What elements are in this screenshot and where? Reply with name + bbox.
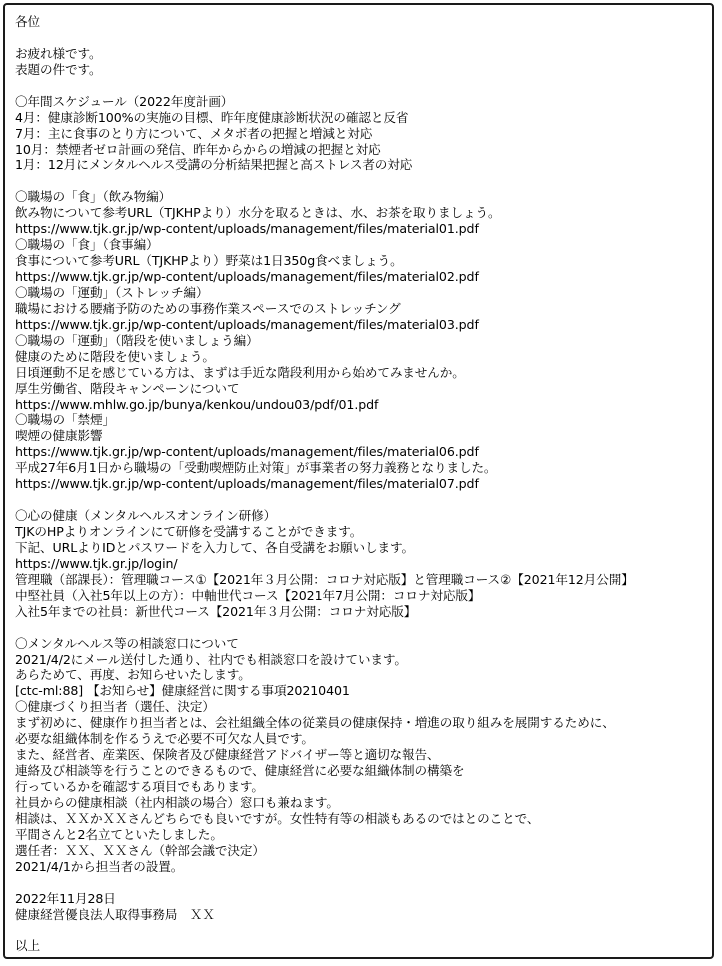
blank-line [15,922,706,938]
text-line: 7月：主に食事のとり方について、メタボ者の把握と増減と対応 [15,125,373,141]
text-line: 行っているかを確認する項目でもあります。 [15,779,264,794]
text-line: https://www.mhlw.go.jp/bunya/kenkou/undou03/pdf/01.pdf [15,396,379,412]
text-line: 4月：健康診断100%の実施の目標、昨年度健康診断状況の確認と反省 [15,109,409,125]
text-line: https://www.tjk.gr.jp/wp-content/uploads/management/files/material02.pdf [15,269,479,284]
text-line: TJKのHPよりオンラインにて研修を受講することができます。 [15,524,363,539]
text-line: 以上 [15,938,40,954]
text-line: 〇年間スケジュール（2022年度計画） [15,93,234,109]
text-line: 管理職（部課長）：管理職コース①【2021年３月公開：コロナ対応版】と管理職コース②【2021年12月公開】 [15,571,634,587]
text-line: https://www.tjk.gr.jp/wp-content/uploads/management/files/material01.pdf [15,221,479,237]
text-line: 食事について参考URL（TJKHPより）野菜は1日350g食べましょう。 [15,253,403,269]
text-line: 〇職場の「食」（食事編） [15,237,159,253]
text-line: 入社5年までの社員：新世代コース【2021年３月公開：コロナ対応版】 [15,603,417,619]
text-line: 連絡及び相談等を行うことのできるもので、健康経営に必要な組織体制の構築を [15,763,465,779]
text-line: あらためて、再度、お知らせいたします。 [15,667,251,683]
text-line: お疲れ様です。 [15,45,102,61]
text-line: 〇職場の「食」（飲み物編） [15,189,172,205]
text-line: 10月：禁煙者ゼロ計画の発信、昨年からからの増減の把握と対応 [15,141,381,157]
text-line: 平間さんと2名立てといたしました。 [15,826,223,842]
text-line: 〇心の健康（メンタルヘルスオンライン研修） [15,508,277,524]
text-line: 健康経営優良法人取得事務局 ＸＸ [15,906,215,922]
text-line: 下記、URLよりIDとパスワードを入力して、各自受講をお願いします。 [15,539,414,555]
text-line: 厚生労働省、階段キャンペーンについて [15,380,240,396]
text-line: 飲み物について参考URL（TJKHPより）水分を取るときは、水、お茶を取りましょう。 [15,205,501,221]
blank-line [15,492,706,508]
text-line: 必要な組織体制を作るうえで必要不可欠な人員です。 [15,731,314,747]
text-line: 〇職場の「運動」（ストレッチ編） [15,284,209,300]
text-line: 2021/4/1から担当者の設置。 [15,858,184,874]
text-line: 表題の件です。 [15,61,102,77]
blank-line [15,30,706,46]
message-frame [3,3,714,959]
text-line: まず初めに、健康作り担当者とは、会社組織全体の従業員の健康保持・増進の取り組みを展開するために、 [15,715,615,731]
text-line: https://www.tjk.gr.jp/wp-content/uploads/management/files/material03.pdf [15,316,479,332]
text-line: 〇職場の「運動」（階段を使いましょう編） [15,332,259,348]
text-line: 〇健康づくり担当者（選任、決定） [15,699,215,715]
text-line: https://www.tjk.gr.jp/wp-content/uploads/management/files/material06.pdf [15,444,479,460]
text-line: 平成27年6月1日から職場の「受動喫煙防止対策」が事業者の努力義務となりました。 [15,460,497,476]
text-line: 日頃運動不足を感じている方は、まずは手近な階段利用から始めてみませんか。 [15,364,465,380]
text-line: 各位 [15,14,40,29]
text-line: https://www.tjk.gr.jp/wp-content/uploads/management/files/material07.pdf [15,476,479,492]
text-line: 相談は、ＸＸかＸＸさんどちらでも良いですが。女性特有等の相談もあるのではとのことで、 [15,810,540,826]
text-line: https://www.tjk.gr.jp/login/ [15,555,178,571]
text-line: 2021/4/2にメール送付した通り、社内でも相談窓口を設けています。 [15,651,407,667]
text-line: 社員からの健康相談（社内相談の場合）窓口も兼ねます。 [15,794,339,810]
text-line: 職場における腰痛予防のための事務作業スペースでのストレッチング [15,300,401,316]
text-line: 選任者：ＸＸ、ＸＸさん（幹部会議で決定） [15,842,265,858]
text-line: また、経営者、産業医、保険者及び健康経営アドバイザー等と適切な報告、 [15,747,440,763]
text-line: 〇職場の「禁煙」 [15,412,115,428]
text-line: 〇メンタルヘルス等の相談窓口について [15,635,239,651]
text-line: 1月：12月にメンタルヘルス受講の分析結果把握と高ストレス者の対応 [15,157,413,173]
blank-line [15,173,706,189]
text-line: 2022年11月28日 [15,890,116,906]
text-line: 喫煙の健康影響 [15,428,103,444]
blank-line [15,875,706,891]
blank-line [15,620,706,636]
text-line: 中堅社員（入社5年以上の方）：中軸世代コース【2021年7月公開：コロナ対応版】 [15,587,481,603]
text-line: 健康のために階段を使いましょう。 [15,348,215,364]
text-line: [ctc-ml:88] 【お知らせ】健康経営に関する事項20210401 [15,683,350,699]
message-body [15,14,706,954]
blank-line [15,78,706,94]
